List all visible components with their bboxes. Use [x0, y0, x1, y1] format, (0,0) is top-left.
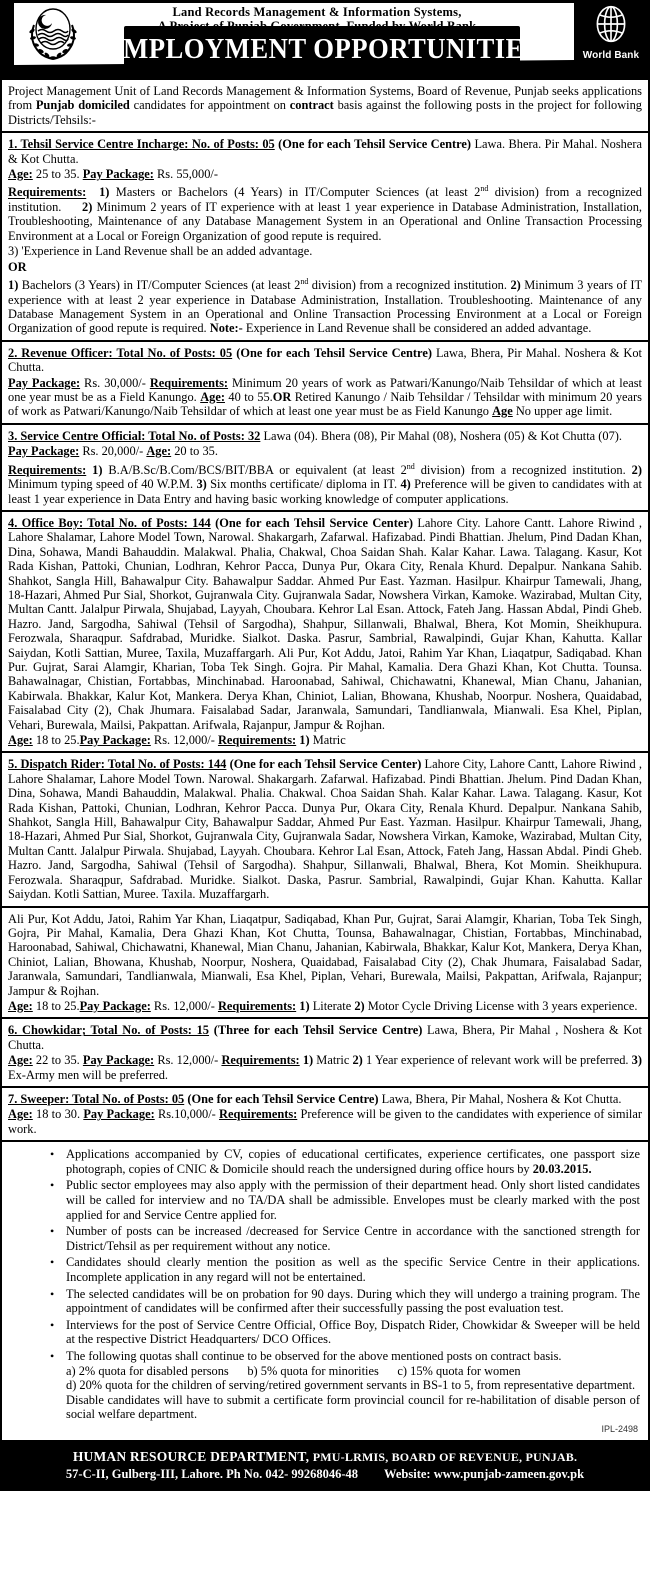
post-4-age-label: Age: [8, 733, 33, 748]
post-6-req-label: Requirements: [221, 1053, 300, 1068]
post-5-locations-part-2: Ali Pur, Kot Addu, Jatoi, Rahim Yar Khan, Liaqatpur, Sadiqabad, Khan Pur, Gujrat, Sarai Alamgir, Kharian, Toba Tek Singh, Gojra, Pir Mahal, Kamalia, Dera Ghazi Khan, Kot Chutta, Tounsa, Bahawalnagar, Chistian, Fortabbas, Minchinabad, Haroonabad, Sahiwal, Chichawatni, Khanewal, Mian Chanu, Jahanian, Kabirwala, Bhakkar, Kalur Kot, Mankera, Derya Khan, Chiniot, Lalian, Bhowana, Khushab, Noorpur, Noshera, Quaidabad, Faisalabad City (2), Chak Jhumara, Faisalabad Sadar, Jaranwala, Samundari, Tandlianwala, Mianwali, Esa Khel, Piplan, Vehari, Burewala, Mailsi, Pakpattan, Arifwala, Rajanpur; Jampur & Rojhan. [8, 911, 642, 998]
quota-row-abc [66, 1364, 640, 1379]
post-5-dispatch-rider-part-2 [2, 908, 648, 1020]
post-1-heading: 1. Tehsil Service Centre Incharge: No. of Posts: 05 [8, 137, 275, 152]
post-5-dispatch-rider-part-1 [2, 753, 648, 907]
post-6-heading: 6. Chowkidar; Total No. of Posts: 15 [8, 1023, 210, 1038]
post-4-locations: Lahore City. Lahore Cantt. Lahore Riwind , Lahore Shalamar, Lahore Model Town, Narowal. Shakargarh, Zafarwal. Hafizabad. Pindi Bhattian. Jhelum, Pind Dadan Khan, Dina, Sohawa, Mandi Bahauddin. Malakwal. Phalia, Chakwal, Choa Saidan Shah. Kalar Kahar. Lawa. Talagang. Kasur, Kot Rada Kishan, Pattoki, Chunian, Lodhran, Kehror Pacca, Dunya Pur, Okara City, Renala Khurd. Depalpur. Nankana Sahib. Shahkot, Sangla Hill, Bahawalpur City. Bahawalpur Saddar. Ahmed Pur East. Yazman. Hasilpur. Khairpur Tamewali, Jhang, 18-Hazari, Ahmed Pur Sial, Shorkot, Gujranwala City. Gujranwala Sadar, Nowshera Virkan, Kamoke. Wazirabad, Multan City, Multan Cantt. Jalalpur Pirwala, Shujabad, Layyah, Choubara. Kehror Lal Esan. Attock, Fateh Jang. Hassan Abdal, Pindi Gheb. Hazro. Jand, Sargodha, Sahiwal (Tehsil of Sargodha), Shahpur, Sillanwali, Bhalwal, Bhera, Kot Momin, Sheikhupura. Ferozwala, Sharaqpur. Safdrabad, Muridke. Sialkot. Daska. Pasrur, Sambrial, Rawalpindi, Gujar Khan, Kahutta. Kallar Saiydan, Kotli Sattian, Muree, Taxila, Muzaffargarh. Ali Pur, Kot Addu, Jatoi, Rahim Yar Khan, Liaqatpur, Sadiqabad. Khan Pur. Gujrat, Sarai Alamgir, Kharian, Toba Tek Singh. Gojra. Pir Mahal, Kamalia. Dera Ghazi Khan, Kot Chutta. Tounsa. Bahawalnagar, Chistian, Fortabbas, Minchinabad. Haroonabad, Sahiwal, Chichawatni, Khanewal, Mian Chanu, Jahanian, Kabirwala. Bhakkar, Kalur Kot, Mankera. Derya Khan, Chiniot, Lalian, Bhowana, Khushab, Noorpur. Noshera, Quaidabad, Faisalabad City (2), Chak Jhumara. Faisalabad Sadar, Jaranwala, Samundari, Tandlianwala, Mianwali. Esa Khel, Piplan, Vehari, Burewala, Mailsi, Pakpattan. Arifwala, Rajanpur, Jampur & Rojhan. [8, 515, 643, 732]
post-1-distribution: (One for each Tehsil Service Centre) [278, 137, 472, 152]
post-6-locations: Lawa, Bhera, Pir Mahal , Noshera & Kot Chutta. [8, 1023, 642, 1052]
post-6-heading-line [8, 1023, 642, 1052]
post-2-age-label: Age: [200, 389, 225, 404]
post-3-pay-label: Pay Package: [8, 444, 80, 459]
advertisement-body [0, 78, 650, 1442]
post-3-pay-age: Pay Package: Rs. 20,000/- Age: 20 to 35. [8, 444, 218, 459]
quota-d: d) 20% quota for the children of serving/retired government servants in BS-1 to 5, from representative department. [66, 1378, 636, 1393]
post-3-locations: Lawa (04). Bhera (08), Pir Mahal (08), Noshera (05) & Kot Chutta (07). [260, 428, 622, 443]
quota-a: a) 2% quota for disabled persons [66, 1363, 229, 1378]
condition-item: • Candidates should clearly mention the position as well as the specific Service Centre in their applications. Incomplete application in any regard will not be entertained. [66, 1255, 640, 1284]
condition-item-quotas [66, 1349, 640, 1422]
post-1-pay-label: Pay Package: [82, 167, 154, 182]
post-7-req-label: Requirements: [219, 1107, 298, 1122]
post-6-chowkidar [2, 1019, 648, 1088]
post-5-req-label: Requirements: [217, 998, 297, 1013]
intro-paragraph: Project Management Unit of Land Records Management & Information Systems, Board of Revenue, Punjab seeks applications from Punjab domiciled candidates for appointment on contract basis against the following posts in the project for following Districts/Tehsils:- [8, 84, 642, 127]
post-6-age-label: Age: [8, 1053, 33, 1068]
post-1-heading-line [8, 137, 642, 166]
condition-item: • Public sector employees may also apply with the permission of their department head. Only short listed candidates will be called for interview and no TA/DA shall be admissible. Envelopes must be clearly marked with the post applied for and Service Centre applied for. [66, 1178, 640, 1222]
post-2-details: Pay Package: Rs. 30,000/- Requirements: Minimum 20 years of work as Patwari/Kanungo/Naib Tehsildar of which at least one year must be as a Field Kanungo. Age: 40 to 55.OR Retired Kanungo / Naib Tehsildar / Tehsildar with minimum 20 years of work as Patwari/Kanungo/Naib Tehsildar of which at least one year must be as Field Kanungo Age No upper age limit. [8, 375, 642, 419]
quota-b: b) 5% quota for minorities [247, 1363, 379, 1378]
post-1-age-pay [8, 167, 642, 181]
post-4-pay-label: Pay Package: [79, 733, 151, 748]
condition-item: • Number of posts can be increased /decreased for Service Centre in accordance with the sanctioned strength for District/Tehsil as per requirement without any notice. [66, 1224, 640, 1253]
post-1-note-label: Note:- [209, 321, 243, 336]
banner [104, 26, 540, 72]
post-1-or: OR [8, 259, 27, 274]
masthead [0, 0, 650, 78]
post-4-req-label: Requirements: [217, 733, 297, 748]
post-4-heading: 4. Office Boy: Total No. of Posts: 144 [8, 515, 211, 530]
post-1-pay-value: Rs. 55,000/- [153, 167, 218, 182]
masthead-line-1: Land Records Management & Information Systems, [172, 5, 462, 19]
post-2-distribution: (One for each Tehsil Service Centre) [236, 345, 432, 360]
footer-website[interactable]: Website: www.punjab-zameen.gov.pk [384, 1466, 585, 1481]
footer-address: 57-C-II, Gulberg-III, Lahore. Ph No. 042- 99268046-48 [65, 1466, 359, 1481]
post-4-distribution: (One for each Tehsil Service Center) [215, 515, 413, 530]
application-deadline: 20.03.2015. [532, 1161, 592, 1176]
post-5-locations-part-1: Lahore City, Lahore Cantt, Lahore Riwind , Lahore Shalamar, Lahore Model Town. Narowal. Shakargarh. Zafarwal. Hafizabad. Pindi Bhattian. Jhelum. Pind Dadan Khan, Dina, Sohawa, Mandi Bahauddin, Malakwal. Phalia. Chakwal. Choa Saidan Shah. Kalar Kahar. Lawa. Talagang. Kasur, Kot Rada Kishan, Pattoki, Chunian, Lodhran, Kehror Pacca. Dunya Pur, Okara City, Renala Khurd. Depalpur. Nankana Sahib, Shahkot, Sangla Hill, Bahawalpur City, Bahawalpur Saddar, Ahmed Pur East. Yazman. Hasilpur. Khairpur Tamewali, Jhang, 18-Hazari, Ahmed Pur Sial, Shorkot, Gujranwala City, Gujranwala Sadar, Nowshera Virkan, Kamoke, Wazirabad, Multan City, Multan Cantt. Jalalpur Pirwala. Shujabad, Layyah. Choubara. Kehror Lal Esan, Attock, Fateh Jang, Hassan Abdal. Pindi Gheb. Hazro. Jand, Sargodha, Sahiwal (Tehsil of Sargodha). Shahpur, Sillanwali, Bhalwal, Bhera, Kot Momin. Sheikhupura. Ferozwala. Sharaqpur, Safdrabad. Muridke. Sialkot. Daska, Pasrur. Sambrial, Rawalpindi, Gujar Khan. Kahutta. Kallar Saiydan. Kotli Sattian, Muree. Taxila. Muzaffargarh. [8, 757, 642, 902]
post-3-age-label: Age: [146, 444, 172, 459]
post-1-age-label: Age: [8, 167, 33, 182]
post-2-revenue-officer [2, 342, 648, 425]
world-bank-label: World Bank [582, 50, 640, 61]
post-6-distribution: (Three for each Tehsil Service Centre) [213, 1023, 423, 1038]
contract-emphasis: contract [289, 98, 334, 113]
footer [0, 1442, 650, 1491]
conditions-list [10, 1147, 640, 1422]
quota-c: c) 15% quota for women [397, 1363, 521, 1378]
banner-title: EMPLOYMENT OPPORTUNITIES [104, 32, 540, 65]
disable-certificate-note: Disable candidates will have to submit a certificate form provincial council for re-habilitation of disable person of social welfare department. [66, 1392, 640, 1422]
post-3-requirements: Requirements: 1) B.A/B.Sc/B.Com/BCS/BIT/BBA or equivalent (at least 2nd division) from a recognized institution. 2) Minimum typing speed of 40 W.P.M. 3) Six months certificate/ diploma in IT. 4) Preference will be given to candidates with at least 1 year experience in Data Entry and having basic working knowledge of computer applications. [8, 461, 642, 506]
post-1-req-label: Requirements: [8, 185, 87, 200]
punjab-domiciled-emphasis: Punjab domiciled [35, 98, 130, 113]
post-4-heading-line [8, 516, 642, 732]
post-5-heading-line [8, 757, 642, 901]
condition-item: • Applications accompanied by CV, copies of educational certificates, experience certificates, one passport size photograph, copies of CNIC & Domicile should reach the undersigned during office hours by 20.03.2015. [66, 1147, 640, 1176]
ipl-reference-code: IPL-2498 [601, 1423, 638, 1434]
post-3-heading-line [8, 429, 642, 443]
post-2-pay-label: Pay Package: [8, 375, 81, 390]
post-7-age-pay-req: Age: 18 to 30. Pay Package: Rs.10,000/- Requirements: Preference will be given to the candidates with experience of similar work. [8, 1107, 642, 1136]
post-4-office-boy [2, 512, 648, 754]
punjab-government-emblem [22, 5, 84, 63]
post-7-heading: 7. Sweeper: Total No. of Posts: 05 [8, 1091, 185, 1106]
post-5-distribution: (One for each Tehsil Service Center) [229, 757, 422, 772]
world-bank-logo [580, 4, 642, 61]
post-2-heading: 2. Revenue Officer: Total No. of Posts: 05 [8, 345, 233, 360]
post-5-pay-label: Pay Package: [79, 998, 151, 1013]
post-6-pay-label: Pay Package: [82, 1053, 155, 1068]
footer-department-line: HUMAN RESOURCE DEPARTMENT, PMU-LRMIS, BOARD OF REVENUE, PUNJAB. [72, 1448, 578, 1464]
post-2-locations: Lawa, Bhera, Pir Mahal. Noshera & Kot Chutta. [8, 345, 642, 375]
post-1-req-3: 3) 'Experience in Land Revenue shall be an added advantage. [8, 244, 313, 259]
post-1-tehsil-service-centre-incharge [2, 133, 648, 342]
intro-block [2, 78, 648, 133]
globe-icon [591, 4, 631, 44]
post-4-age-pay-req: Age: 18 to 25.Pay Package: Rs. 12,000/- Requirements: 1) Matric [8, 733, 346, 748]
post-7-locations: Lawa, Bhera, Pir Mahal, Noshera & Kot Chutta. [378, 1091, 622, 1106]
post-7-sweeper [2, 1088, 648, 1142]
post-7-heading-line [8, 1092, 642, 1106]
condition-item: • Interviews for the post of Service Centre Official, Office Boy, Dispatch Rider, Chowkidar & Sweeper will be held at the respective District Headquarters/ DCO Offices. [66, 1318, 640, 1347]
general-conditions [2, 1142, 648, 1442]
post-5-age-label: Age: [8, 998, 33, 1013]
footer-contact-line [0, 1466, 650, 1483]
post-7-distribution: (One for each Tehsil Service Centre) [187, 1091, 379, 1106]
post-6-age-pay-req: Age: 22 to 35. Pay Package: Rs. 12,000/- Requirements: 1) Matric 2) 1 Year experience of relevant work will be preferred. 3) Ex-Army men will be preferred. [8, 1053, 642, 1082]
quota-intro: The following quotas shall continue to be observed for the above mentioned posts on contract basis. [66, 1348, 562, 1363]
post-1-alternative: 1) Bachelors (3 Years) in IT/Computer Sciences (at least 2nd division) from a recognized institution. 2) Minimum 3 years of IT experience with at least 2 year experience in Database Administration, Installation. Troubleshooting. Maintenance of any Database Management System in an Operational and Online Transaction Processing Environment at a Local or Foreign Organization of good repute is required. Note:- Experience in Land Revenue shall be considered an added advantage. [8, 277, 643, 336]
post-5-age-pay-req: Age: 18 to 25.Pay Package: Rs. 12,000/- Requirements: 1) Literate 2) Motor Cycle Driving License with 3 years experience. [8, 998, 638, 1013]
post-3-service-centre-official [2, 425, 648, 512]
post-2-req-label: Requirements: [149, 375, 229, 390]
post-5-heading: 5. Dispatch Rider: Total No. of Posts: 144 [8, 757, 227, 772]
post-1-requirements: Requirements: 1) Masters or Bachelors (4 Years) in IT/Computer Sciences (at least 2nd division) from a recognized institution. 2) Minimum 2 years of IT experience with at least 1 year experience in Database Administration, Installation, Troubleshooting, Maintenance of any Database Management System in an Operational and Online Transaction Processing Environment at a Local or Foreign Organization of good repute is required. [8, 184, 642, 243]
condition-item: • The selected candidates will be on probation for 90 days. During which they will undergo a training program. The appointment of candidates will be confirmed after their successfully passing the post evaluation test. [66, 1287, 640, 1316]
post-3-heading: 3. Service Centre Official: Total No. of Posts: 32 [8, 428, 261, 443]
post-1-locations: Lawa. Bhera. Pir Mahal. Noshera & Kot Chutta. [8, 137, 643, 166]
post-7-pay-label: Pay Package: [83, 1107, 155, 1122]
post-7-age-label: Age: [8, 1107, 33, 1122]
post-1-age-value: 25 to 35. [32, 167, 83, 182]
post-3-req-label: Requirements: [8, 462, 87, 477]
post-2-age2-label: Age [492, 404, 513, 419]
post-2-heading-line [8, 346, 642, 375]
